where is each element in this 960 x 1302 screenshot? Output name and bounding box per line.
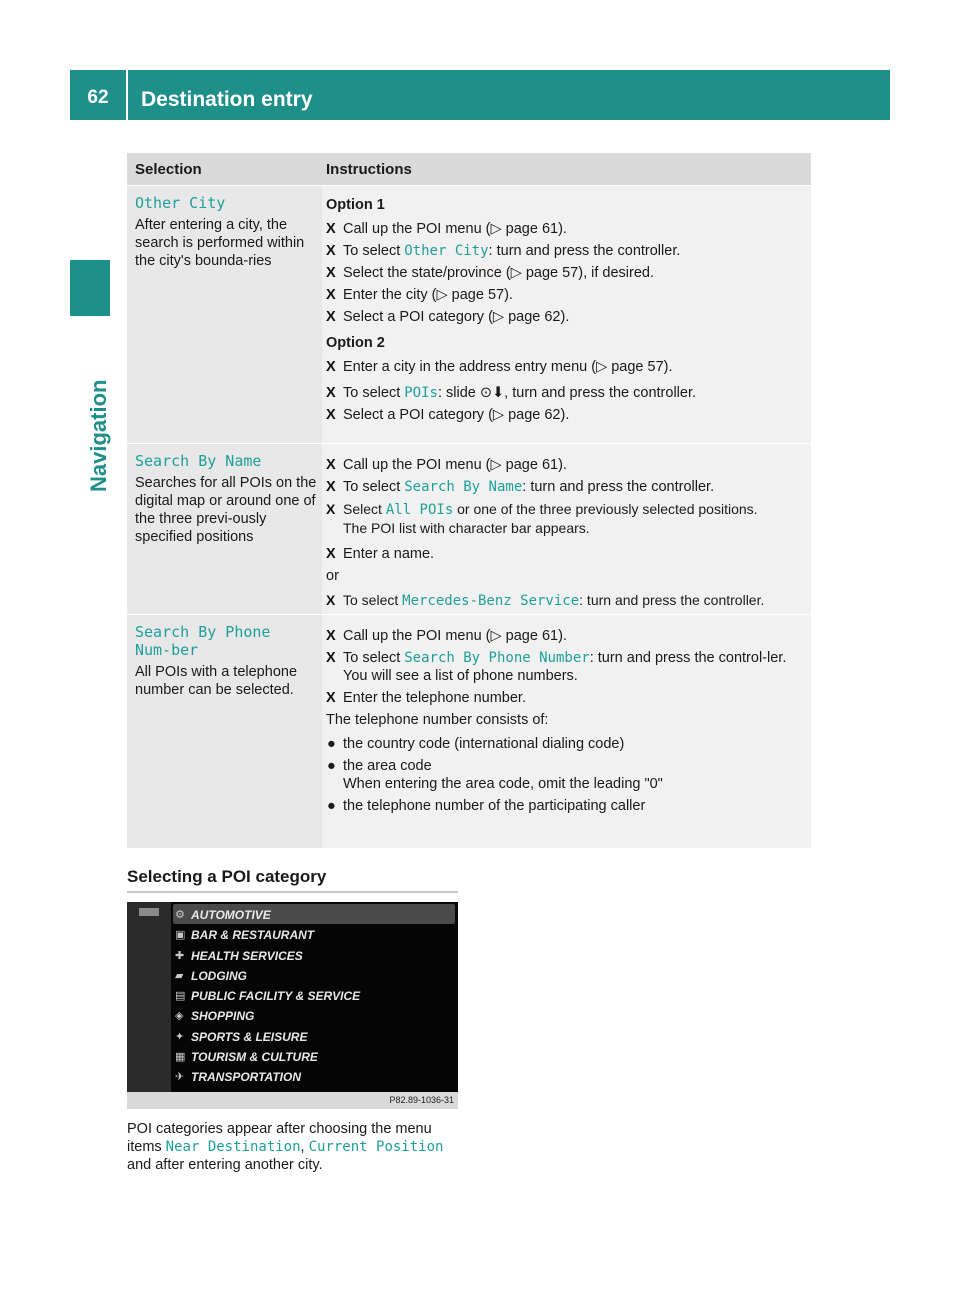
step-text: To select <box>343 243 405 259</box>
list-item-text: the country code (international dialing code) <box>343 736 625 752</box>
menu-item-code: Current Position <box>308 1139 444 1155</box>
step <box>326 500 807 537</box>
menu-item-code: Search By Name <box>404 479 523 495</box>
step <box>326 689 807 707</box>
poi-category-label: TRANSPORTATION <box>191 1070 301 1085</box>
sports-icon: ✦ <box>175 1030 185 1043</box>
step-arrow-icon: X <box>326 221 336 237</box>
camera-icon: ▦ <box>175 1051 186 1064</box>
menu-item-code: POIs <box>404 385 438 401</box>
poi-category-label: HEALTH SERVICES <box>191 948 303 963</box>
caption-text: , <box>300 1139 309 1155</box>
option-heading: Option 2 <box>326 335 385 351</box>
list-item <box>326 797 807 815</box>
step-arrow-icon: X <box>326 287 336 303</box>
sidebar-marker <box>70 260 110 316</box>
step <box>326 591 807 610</box>
screen-side-panel <box>127 902 171 1092</box>
cross-icon: ✚ <box>175 949 185 962</box>
step <box>326 264 807 282</box>
step-text: Enter a city in the address entry menu (▷ page 57). <box>343 359 673 375</box>
step-arrow-icon: X <box>326 407 336 423</box>
step-arrow-icon: X <box>326 243 336 259</box>
step-arrow-icon: X <box>326 650 336 666</box>
step-arrow-icon: X <box>326 592 336 608</box>
header-instructions: Instructions <box>326 161 412 178</box>
menu-item-code: Near Destination <box>165 1139 301 1155</box>
plane-icon: ✈ <box>175 1071 185 1084</box>
step <box>326 649 807 685</box>
poi-category-item[interactable] <box>173 965 455 985</box>
step-text: Call up the POI menu (▷ page 61). <box>343 457 567 473</box>
list-item <box>326 757 807 793</box>
image-footer <box>127 1092 458 1109</box>
step-text: To select <box>343 479 405 495</box>
poi-category-label: PUBLIC FACILITY & SERVICE <box>191 989 361 1004</box>
table-header <box>127 153 811 185</box>
selection-cell <box>127 444 322 614</box>
step <box>326 478 807 496</box>
section-rule <box>127 891 458 893</box>
caption-text: POI categories appear after choosing the menu items <box>127 1121 432 1155</box>
step-arrow-icon: X <box>326 501 336 517</box>
poi-category-label: LODGING <box>191 968 247 983</box>
step-text: : turn and press the controller. <box>522 479 715 495</box>
step-arrow-icon: X <box>326 309 336 325</box>
instructions-cell <box>322 615 811 848</box>
step-text: Select a POI category (▷ page 62). <box>343 407 570 423</box>
header-divider <box>126 70 128 120</box>
selection-title: Search By Name <box>135 452 262 470</box>
table-row <box>127 443 811 614</box>
bed-icon: ▰ <box>175 969 184 982</box>
step-text: Enter the telephone number. <box>343 690 526 706</box>
figure-caption <box>127 1120 463 1174</box>
step-text: Call up the POI menu (▷ page 61). <box>343 628 567 644</box>
step-text: To select <box>343 385 405 401</box>
step-text: Select a POI category (▷ page 62). <box>343 309 570 325</box>
poi-category-label: SHOPPING <box>191 1009 255 1024</box>
step <box>326 384 807 402</box>
selection-description: After entering a city, the search is performed within the city's bounda-ries <box>135 217 305 269</box>
step <box>326 456 807 474</box>
cup-icon: ▣ <box>175 929 186 942</box>
instructions-cell <box>322 444 811 614</box>
step <box>326 308 807 326</box>
building-icon: ▤ <box>175 990 186 1003</box>
menu-item-code: All POIs <box>385 502 454 518</box>
poi-category-item[interactable] <box>173 1005 455 1025</box>
menu-tab-icon <box>139 908 159 916</box>
step-text: : turn and press the control-ler. <box>589 650 787 666</box>
step-text: Call up the POI menu (▷ page 61). <box>343 221 567 237</box>
step-text: Enter the city (▷ page 57). <box>343 287 513 303</box>
bullet-icon: ● <box>327 798 336 814</box>
menu-item-code: Mercedes-Benz Service <box>402 593 580 609</box>
or-text: or <box>326 568 339 584</box>
step-arrow-icon: X <box>326 359 336 375</box>
menu-item-code: Other City <box>404 243 489 259</box>
step <box>326 358 807 376</box>
step-arrow-icon: X <box>326 690 336 706</box>
list-item-note: When entering the area code, omit the leading "0" <box>343 776 663 792</box>
selection-title: Search By Phone Num-ber <box>135 623 271 659</box>
step-text: : turn and press the controller. <box>579 592 765 608</box>
page-header <box>70 70 890 120</box>
step <box>326 220 807 238</box>
step <box>326 406 807 424</box>
step <box>326 242 807 260</box>
header-selection: Selection <box>135 161 202 178</box>
poi-category-item[interactable] <box>173 924 455 944</box>
step-text: or one of the three previously selected positions. <box>453 501 758 517</box>
step-text: Select <box>343 501 386 517</box>
step-note: The POI list with character bar appears. <box>343 520 590 536</box>
instructions-table <box>127 153 811 848</box>
step <box>326 286 807 304</box>
selection-description: Searches for all POIs on the digital map or around one of the three previ-ously specified positions <box>135 475 317 545</box>
selection-title: Other City <box>135 194 226 212</box>
page-number: 62 <box>87 87 109 108</box>
list-item-text: the telephone number of the participating caller <box>343 798 646 814</box>
poi-category-label: BAR & RESTAURANT <box>191 928 315 943</box>
car-icon: ⚙ <box>175 909 185 921</box>
poi-screen-image <box>127 902 458 1109</box>
step <box>326 545 807 563</box>
step-arrow-icon: X <box>326 628 336 644</box>
step-note: You will see a list of phone numbers. <box>343 668 578 684</box>
step-arrow-icon: X <box>326 546 336 562</box>
page-title: Destination entry <box>141 88 313 111</box>
poi-category-label: TOURISM & CULTURE <box>191 1050 318 1065</box>
step-text: : slide ⊙⬇, turn and press the controller. <box>437 385 697 401</box>
poi-category-list <box>173 904 455 1087</box>
step-arrow-icon: X <box>326 385 336 401</box>
poi-category-label: SPORTS & LEISURE <box>191 1029 308 1044</box>
step-text: Select the state/province (▷ page 57), if desired. <box>343 265 654 281</box>
table-row <box>127 185 811 443</box>
section-title: Selecting a POI category <box>127 867 327 886</box>
step-arrow-icon: X <box>326 265 336 281</box>
poi-category-item[interactable] <box>173 904 455 924</box>
poi-category-label: AUTOMOTIVE <box>191 908 271 922</box>
list-item-text: the area code <box>343 758 432 774</box>
step-text: : turn and press the controller. <box>488 243 681 259</box>
selection-cell <box>127 615 322 848</box>
step-text: To select <box>343 592 403 608</box>
image-code: P82.89-1036-31 <box>389 1095 454 1105</box>
poi-category-item[interactable] <box>173 985 455 1005</box>
bullet-icon: ● <box>327 736 336 752</box>
list-item <box>326 735 807 753</box>
selection-cell <box>127 186 322 443</box>
poi-category-item[interactable] <box>173 945 455 965</box>
option-heading: Option 1 <box>326 197 385 213</box>
poi-category-item[interactable] <box>173 1066 455 1086</box>
poi-category-item[interactable] <box>173 1026 455 1046</box>
bag-icon: ◈ <box>175 1010 184 1023</box>
menu-item-code: Search By Phone Number <box>404 650 590 666</box>
poi-category-item[interactable] <box>173 1046 455 1066</box>
step-arrow-icon: X <box>326 479 336 495</box>
instructions-cell <box>322 186 811 443</box>
step-text: To select <box>343 650 405 666</box>
caption-text: and after entering another city. <box>127 1157 323 1173</box>
bullet-icon: ● <box>327 758 336 774</box>
table-row <box>127 614 811 848</box>
step-text: Enter a name. <box>343 546 435 562</box>
step-arrow-icon: X <box>326 457 336 473</box>
step <box>326 627 807 645</box>
selection-description: All POIs with a telephone number can be selected. <box>135 664 298 698</box>
consists-text: The telephone number consists of: <box>326 712 549 728</box>
sidebar-section-label: Navigation <box>86 379 111 492</box>
